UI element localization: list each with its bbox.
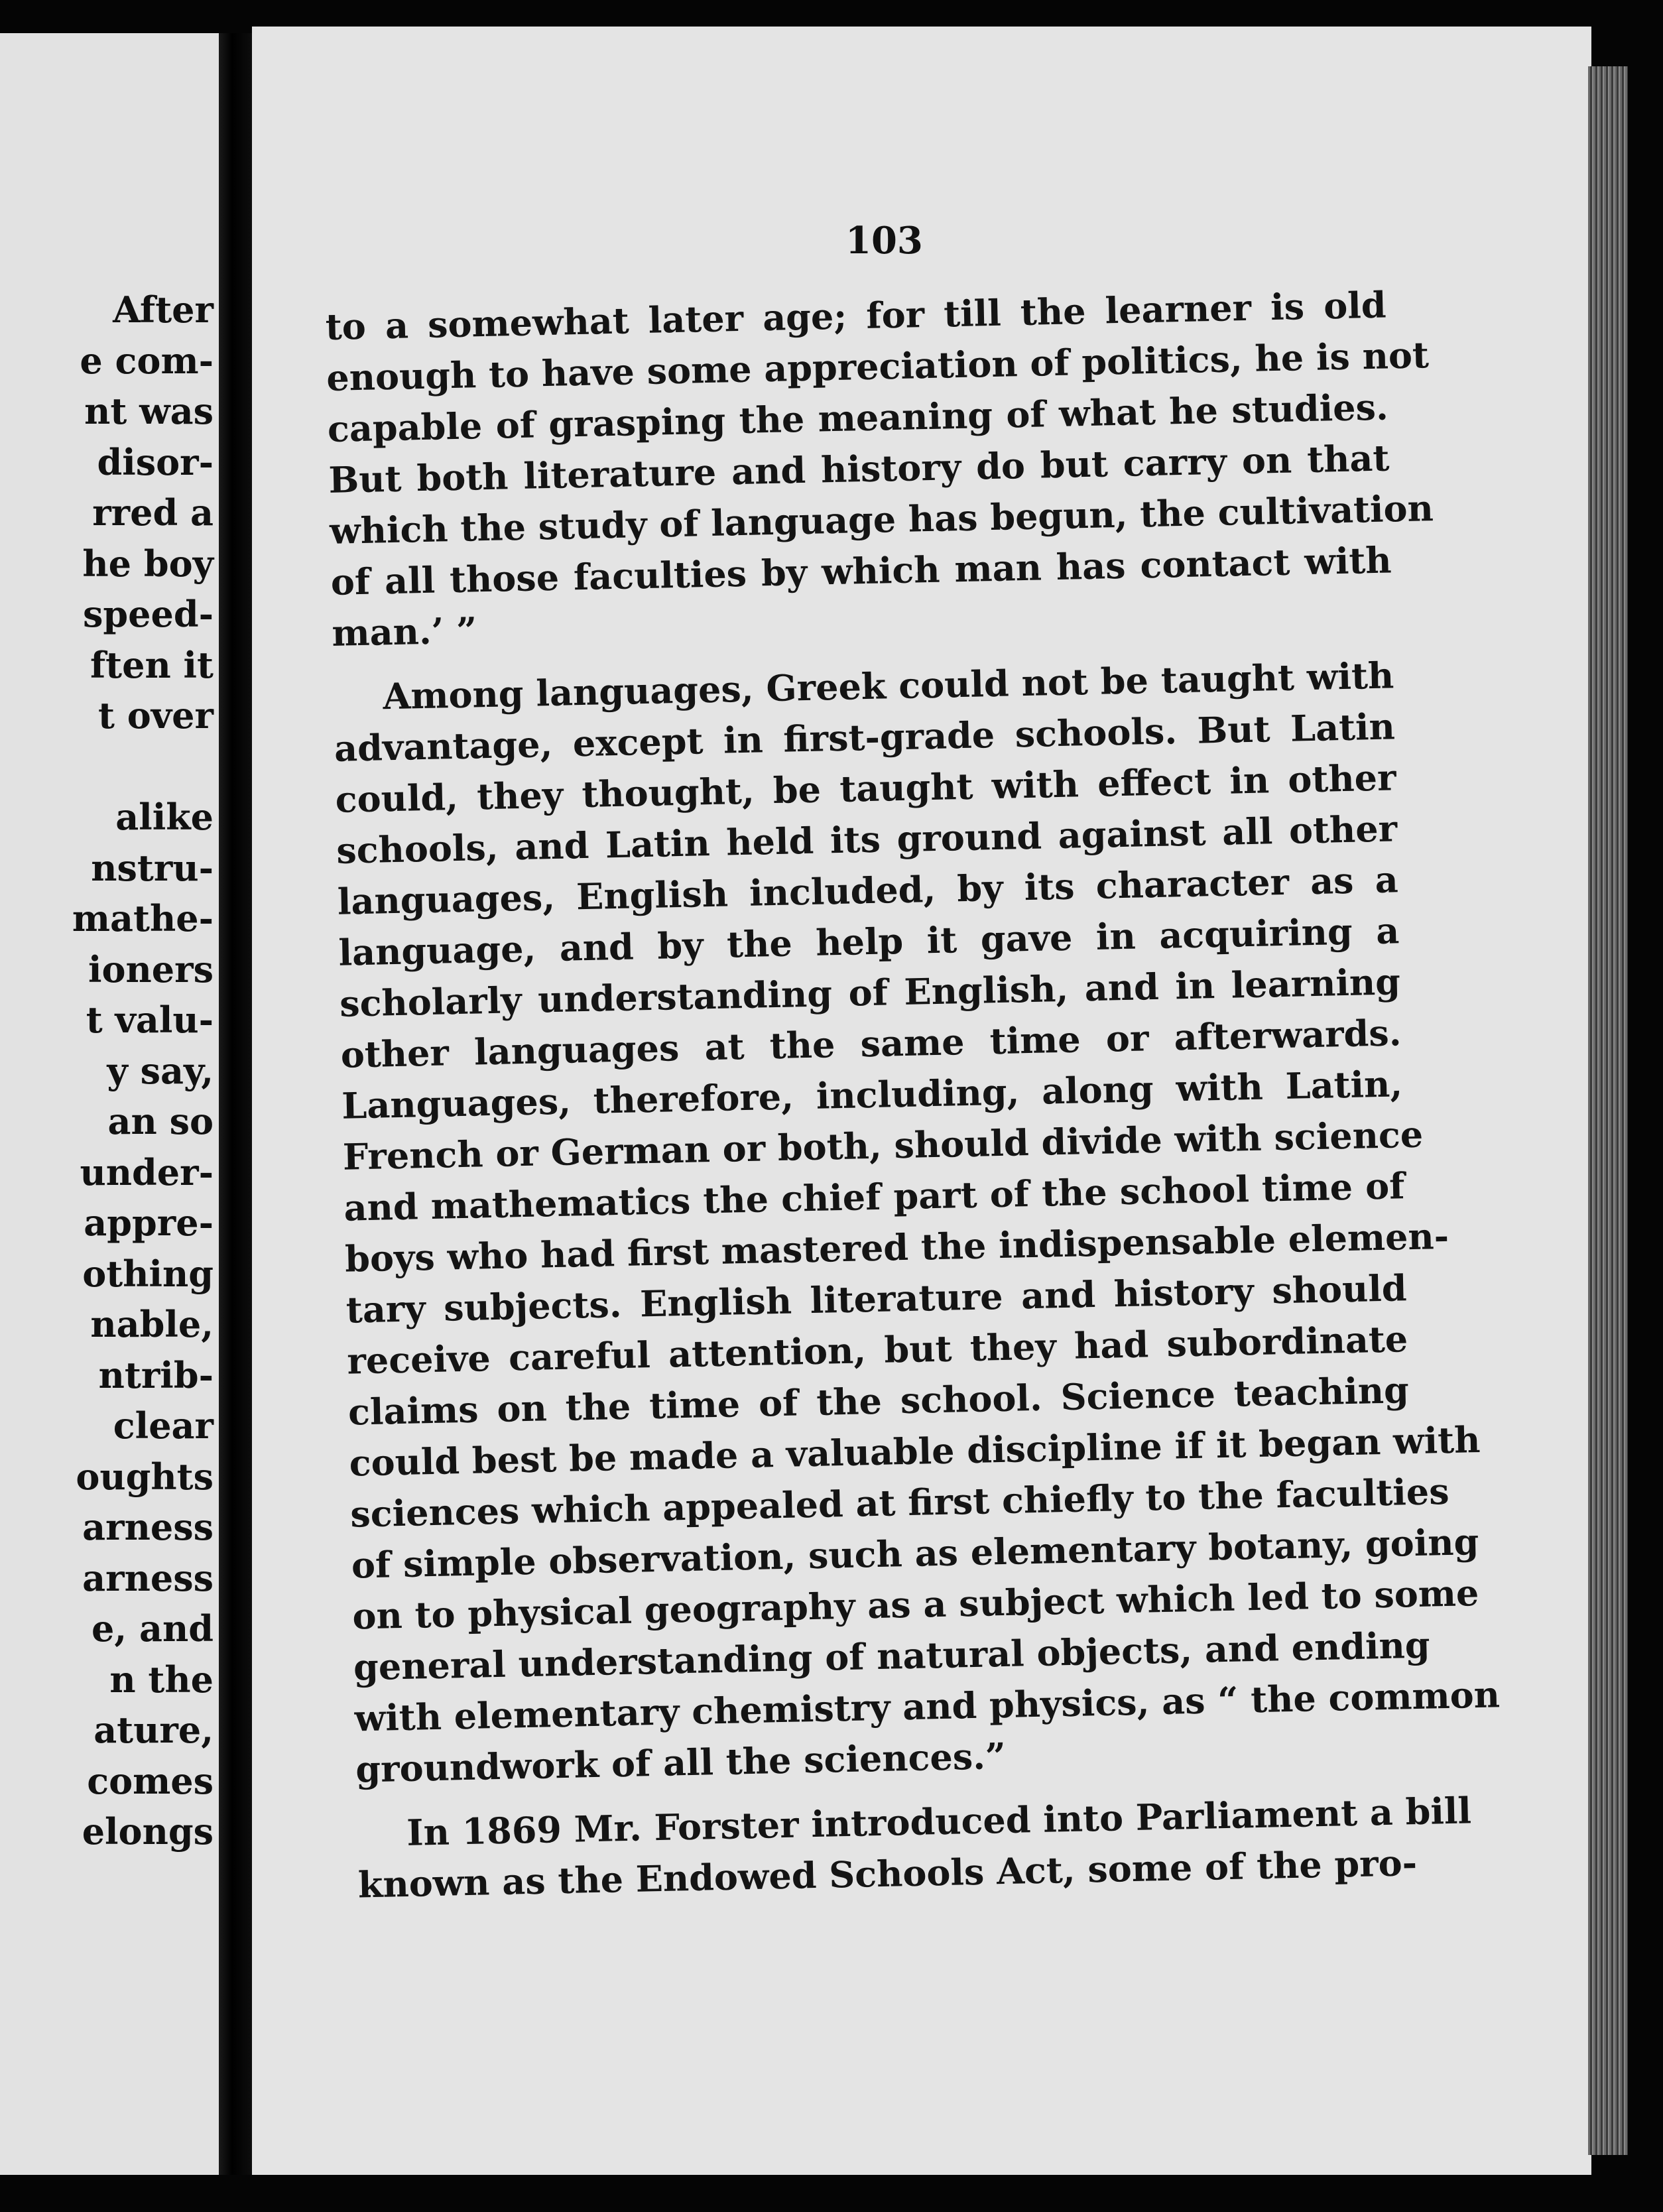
page-edges [1588, 66, 1628, 2155]
text-line: on to physical geography as a subject which led to some [351, 1571, 1479, 1638]
left-page-line: ature, [93, 1709, 214, 1751]
left-page-line: ntrib- [98, 1353, 214, 1396]
left-page-line: ften it [90, 643, 214, 686]
left-page-line: t valu- [86, 999, 214, 1041]
left-page-line: clear [113, 1404, 214, 1447]
text-line: groundwork of all the sciences.” [355, 1734, 1007, 1791]
text-line: could best be made a valuable discipline if it began with [349, 1418, 1481, 1485]
left-page-line: ioners [88, 948, 214, 991]
text-line: advantage, except in first-grade schools. But Latin [334, 705, 1396, 770]
text-line: schools, and Latin held its ground against all other [336, 807, 1398, 872]
text-line: general understanding of natural objects, and ending [353, 1623, 1431, 1689]
left-page [0, 33, 219, 2175]
text-line: claims on the time of the school. Science teaching [347, 1369, 1410, 1434]
text-line: boys who had first mastered the indispensable elemen- [344, 1214, 1449, 1280]
text-line: languages, English included, by its character as a [337, 858, 1399, 923]
text-line: tary subjects. English literature and history should [345, 1266, 1408, 1331]
left-page-line: e com- [80, 339, 214, 382]
text-line: receive careful attention, but they had subordinate [346, 1318, 1408, 1382]
left-page-line: speed- [82, 593, 214, 635]
left-page-line: e, and [92, 1607, 214, 1650]
text-line: scholarly understanding of English, and in learning [339, 960, 1401, 1025]
text-line: capable of grasping the meaning of what he studies. [327, 385, 1389, 450]
text-line: which the study of language has begun, the cultivation [329, 487, 1434, 552]
left-page-line: After [113, 288, 214, 331]
text-line: and mathematics the chief part of the school time of [343, 1164, 1405, 1229]
left-page-line: under- [80, 1150, 214, 1194]
text-line: of all those faculties by which man has contact with [330, 538, 1392, 603]
left-page-line: disor- [97, 440, 214, 483]
left-page-line: elongs [82, 1810, 214, 1853]
left-page-line: rred a [92, 491, 214, 534]
text-line: other languages at the same time or afterwards. [340, 1011, 1402, 1076]
text-line: In 1869 Mr. Forster introduced into Parliament a bill [406, 1789, 1472, 1854]
left-page-line: arness [82, 1556, 214, 1599]
text-line: But both literature and history do but carry on that [328, 436, 1390, 501]
page-number: 103 [845, 219, 923, 263]
text-line: French or German or both, should divide with science [342, 1113, 1424, 1178]
left-page-line: an so [107, 1100, 214, 1142]
left-page-line: appre- [84, 1201, 214, 1244]
text-line: Among languages, Greek could not be taught with [382, 654, 1394, 718]
book-gutter [219, 33, 252, 2175]
left-page-line: t over [98, 694, 214, 737]
left-page-line: nstru- [91, 846, 214, 889]
text-line: of simple observation, such as elementary botany, going [351, 1520, 1479, 1587]
left-page-line: alike [115, 796, 214, 838]
left-page-line: he boy [82, 542, 214, 585]
left-page-line: oughts [76, 1455, 214, 1498]
left-page-line: nt was [84, 390, 214, 432]
paragraph [333, 650, 1501, 1795]
text-line: with elementary chemistry and physics, as “ the common [354, 1673, 1501, 1740]
left-page-line: comes [87, 1759, 214, 1802]
left-page-line: y say, [107, 1049, 214, 1092]
text-line: man.’ ” [331, 609, 477, 654]
text-line: language, and by the help it gave in acquiring a [338, 909, 1400, 974]
text-line: enough to have some appreciation of politics, he is not [326, 334, 1430, 399]
left-page-line: n the [109, 1658, 214, 1701]
left-page-line: arness [82, 1506, 214, 1548]
text-line: to a somewhat later age; for till the learner is old [325, 283, 1387, 348]
text-line: sciences which appealed at first chiefly to the faculties [349, 1469, 1450, 1536]
text-line: Languages, therefore, including, along with Latin, [341, 1062, 1403, 1127]
paragraph [325, 279, 1434, 658]
text-line: could, they thought, be taught with effect in other [335, 756, 1397, 821]
left-page-line: mathe- [72, 897, 214, 940]
body-text [325, 279, 1501, 1910]
text-line: known as the Endowed Schools Act, some of the pro- [357, 1841, 1418, 1906]
left-page-line: nable, [90, 1303, 214, 1345]
left-page-line: othing [82, 1252, 214, 1295]
